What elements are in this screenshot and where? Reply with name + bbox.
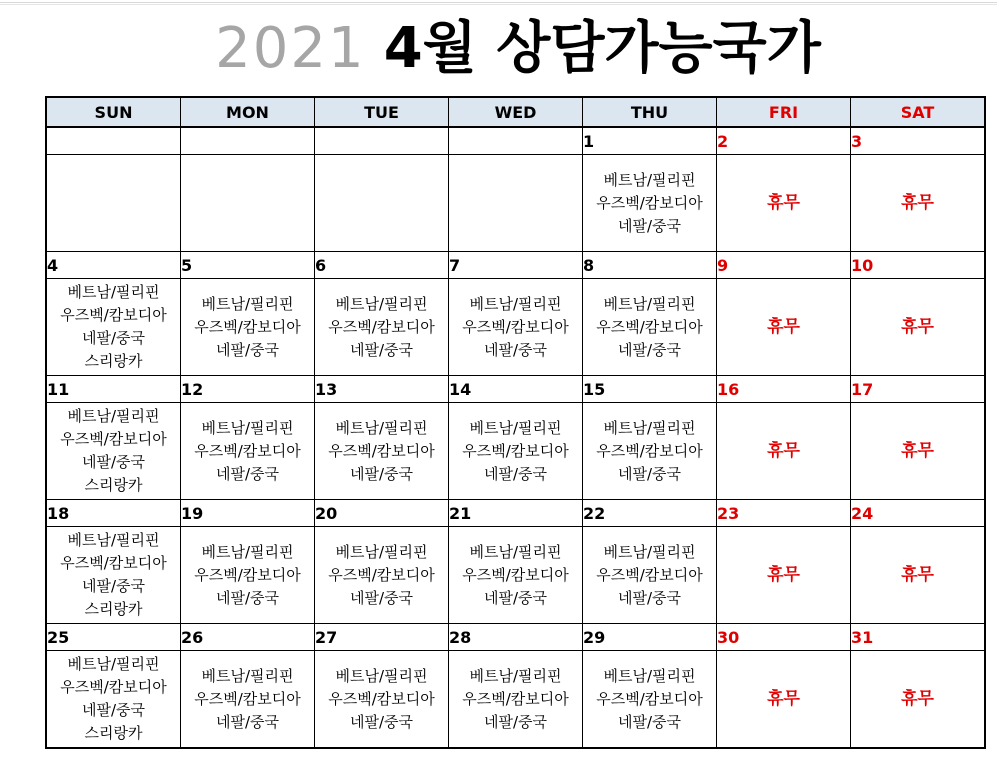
date-row [47, 127, 985, 155]
country-line: 네팔/중국 [81, 329, 145, 347]
country-line: 베트남/필리핀 [469, 666, 562, 685]
country-line: 베트남/필리핀 [603, 666, 696, 685]
country-line: 베트남/필리핀 [67, 531, 160, 549]
country-line: 우즈벡/캄보디아 [462, 565, 569, 584]
weekday-mon: MON [181, 98, 315, 128]
country-line: 우즈벡/캄보디아 [462, 689, 569, 708]
weekday-wed: WED [449, 98, 583, 128]
holiday-cell[interactable] [717, 527, 851, 624]
date-number-tue[interactable]: 6 [315, 252, 449, 279]
country-row [47, 527, 985, 624]
date-number-sun[interactable]: 11 [47, 376, 181, 403]
country-line: 베트남/필리핀 [67, 655, 160, 673]
countries-cell[interactable] [449, 527, 583, 624]
country-line: 스리랑카 [84, 352, 143, 370]
date-number-wed[interactable]: 14 [449, 376, 583, 403]
date-number-thu[interactable]: 29 [583, 624, 717, 651]
country-line: 베트남/필리핀 [469, 418, 562, 437]
country-line: 네팔/중국 [617, 216, 681, 235]
date-number-thu[interactable]: 15 [583, 376, 717, 403]
date-number-sun[interactable]: 25 [47, 624, 181, 651]
country-line: 네팔/중국 [215, 340, 279, 359]
country-row [47, 155, 985, 252]
date-number-tue[interactable] [315, 127, 449, 155]
weekday-tue: TUE [315, 98, 449, 128]
date-number-sun[interactable] [47, 127, 181, 155]
country-line: 우즈벡/캄보디아 [462, 317, 569, 336]
date-number-sun[interactable]: 4 [47, 252, 181, 279]
country-line: 우즈벡/캄보디아 [60, 430, 167, 448]
country-line: 네팔/중국 [81, 453, 145, 471]
country-line: 베트남/필리핀 [335, 666, 428, 685]
country-line: 베트남/필리핀 [67, 407, 160, 425]
holiday-label: 휴무 [767, 564, 800, 585]
date-number-sun[interactable]: 18 [47, 500, 181, 527]
country-line: 베트남/필리핀 [201, 542, 294, 561]
country-line: 우즈벡/캄보디아 [60, 678, 167, 696]
weekday-sun: SUN [47, 98, 181, 128]
countries-cell[interactable] [583, 527, 717, 624]
countries-cell[interactable] [47, 279, 181, 376]
holiday-cell[interactable] [717, 651, 851, 748]
countries-cell[interactable] [583, 651, 717, 748]
country-line: 우즈벡/캄보디아 [596, 565, 703, 584]
countries-cell[interactable] [315, 403, 449, 500]
country-line: 베트남/필리핀 [201, 418, 294, 437]
date-number-wed[interactable] [449, 127, 583, 155]
countries-cell[interactable] [449, 651, 583, 748]
country-line: 우즈벡/캄보디아 [328, 441, 435, 460]
countries-cell[interactable] [181, 403, 315, 500]
countries-cell[interactable] [47, 651, 181, 748]
countries-cell[interactable] [315, 651, 449, 748]
country-line: 우즈벡/캄보디아 [194, 441, 301, 460]
country-line: 네팔/중국 [349, 588, 413, 607]
date-row [47, 252, 985, 279]
country-line: 베트남/필리핀 [603, 418, 696, 437]
date-number-mon[interactable]: 5 [181, 252, 315, 279]
country-row [47, 651, 985, 748]
date-number-tue[interactable]: 27 [315, 624, 449, 651]
country-line: 스리랑카 [84, 724, 143, 742]
countries-cell[interactable] [181, 651, 315, 748]
date-number-wed[interactable]: 28 [449, 624, 583, 651]
country-line: 네팔/중국 [349, 712, 413, 731]
countries-cell[interactable] [449, 403, 583, 500]
date-number-thu[interactable]: 8 [583, 252, 717, 279]
holiday-label: 휴무 [901, 192, 934, 213]
date-number-mon[interactable]: 26 [181, 624, 315, 651]
country-line: 베트남/필리핀 [603, 542, 696, 561]
country-line: 베트남/필리핀 [603, 170, 696, 189]
countries-cell[interactable] [181, 279, 315, 376]
country-line: 베트남/필리핀 [469, 294, 562, 313]
holiday-label: 휴무 [767, 688, 800, 709]
country-row [47, 403, 985, 500]
page-title [0, 14, 997, 84]
country-line: 네팔/중국 [483, 712, 547, 731]
date-number-mon[interactable]: 12 [181, 376, 315, 403]
country-line: 우즈벡/캄보디아 [462, 441, 569, 460]
country-line: 우즈벡/캄보디아 [596, 689, 703, 708]
holiday-cell[interactable] [851, 527, 985, 624]
country-line: 우즈벡/캄보디아 [596, 441, 703, 460]
country-line: 우즈벡/캄보디아 [194, 689, 301, 708]
country-line: 베트남/필리핀 [603, 294, 696, 313]
country-line: 네팔/중국 [617, 464, 681, 483]
countries-cell[interactable] [583, 403, 717, 500]
countries-cell[interactable] [449, 279, 583, 376]
sheet-top-border [0, 2, 997, 3]
country-line: 우즈벡/캄보디아 [60, 554, 167, 572]
date-number-thu[interactable]: 1 [583, 127, 717, 155]
weekday-header-row [47, 98, 985, 128]
country-line: 베트남/필리핀 [335, 542, 428, 561]
country-line: 네팔/중국 [617, 712, 681, 731]
country-line: 네팔/중국 [215, 464, 279, 483]
country-line: 네팔/중국 [483, 588, 547, 607]
date-row [47, 624, 985, 651]
date-number-tue[interactable]: 20 [315, 500, 449, 527]
country-line: 베트남/필리핀 [469, 542, 562, 561]
holiday-cell[interactable] [717, 155, 851, 252]
countries-cell[interactable] [583, 155, 717, 252]
country-row [47, 279, 985, 376]
holiday-label: 휴무 [767, 192, 800, 213]
date-number-sat[interactable]: 17 [851, 376, 985, 403]
date-number-fri[interactable]: 2 [717, 127, 851, 155]
sheet-top-border-secondary [0, 4, 997, 5]
holiday-label: 휴무 [767, 316, 800, 337]
countries-cell[interactable] [181, 155, 315, 252]
date-row [47, 500, 985, 527]
country-line: 네팔/중국 [81, 577, 145, 595]
country-line: 네팔/중국 [617, 588, 681, 607]
date-number-fri[interactable]: 16 [717, 376, 851, 403]
holiday-label: 휴무 [901, 688, 934, 709]
country-line: 우즈벡/캄보디아 [596, 193, 703, 212]
country-line: 베트남/필리핀 [67, 283, 160, 301]
date-number-sat[interactable]: 31 [851, 624, 985, 651]
countries-cell[interactable] [583, 279, 717, 376]
title-year: 2021 [215, 16, 366, 81]
holiday-cell[interactable] [717, 403, 851, 500]
country-line: 우즈벡/캄보디아 [60, 306, 167, 324]
holiday-label: 휴무 [901, 316, 934, 337]
holiday-cell[interactable] [851, 651, 985, 748]
countries-cell[interactable] [315, 527, 449, 624]
countries-cell[interactable] [315, 279, 449, 376]
countries-cell[interactable] [47, 527, 181, 624]
countries-cell[interactable] [181, 527, 315, 624]
date-number-fri[interactable]: 23 [717, 500, 851, 527]
country-line: 네팔/중국 [483, 340, 547, 359]
date-number-mon[interactable]: 19 [181, 500, 315, 527]
country-line: 스리랑카 [84, 600, 143, 618]
date-number-fri[interactable]: 30 [717, 624, 851, 651]
weekday-sat: SAT [851, 98, 985, 128]
country-line: 베트남/필리핀 [335, 294, 428, 313]
holiday-label: 휴무 [901, 440, 934, 461]
countries-cell[interactable] [47, 403, 181, 500]
calendar-body [47, 127, 985, 748]
weekday-thu: THU [583, 98, 717, 128]
date-number-sat[interactable]: 24 [851, 500, 985, 527]
country-line: 베트남/필리핀 [201, 294, 294, 313]
date-number-mon[interactable] [181, 127, 315, 155]
date-row [47, 376, 985, 403]
title-month: 4월 상담가능국가 [383, 16, 821, 81]
date-number-tue[interactable]: 13 [315, 376, 449, 403]
holiday-label: 휴무 [901, 564, 934, 585]
country-line: 네팔/중국 [483, 464, 547, 483]
date-number-sat[interactable]: 3 [851, 127, 985, 155]
country-line: 스리랑카 [84, 476, 143, 494]
holiday-cell[interactable] [851, 279, 985, 376]
date-number-wed[interactable]: 7 [449, 252, 583, 279]
country-line: 베트남/필리핀 [201, 666, 294, 685]
country-line: 베트남/필리핀 [335, 418, 428, 437]
holiday-cell[interactable] [851, 155, 985, 252]
country-line: 우즈벡/캄보디아 [596, 317, 703, 336]
country-line: 네팔/중국 [349, 340, 413, 359]
date-number-wed[interactable]: 21 [449, 500, 583, 527]
holiday-label: 휴무 [767, 440, 800, 461]
country-line: 네팔/중국 [215, 712, 279, 731]
country-line: 네팔/중국 [617, 340, 681, 359]
date-number-sat[interactable]: 10 [851, 252, 985, 279]
country-line: 네팔/중국 [349, 464, 413, 483]
calendar-table [46, 97, 985, 748]
countries-cell[interactable] [315, 155, 449, 252]
country-line: 우즈벡/캄보디아 [194, 317, 301, 336]
country-line: 우즈벡/캄보디아 [328, 689, 435, 708]
date-number-thu[interactable]: 22 [583, 500, 717, 527]
country-line: 우즈벡/캄보디아 [328, 565, 435, 584]
country-line: 우즈벡/캄보디아 [194, 565, 301, 584]
date-number-fri[interactable]: 9 [717, 252, 851, 279]
holiday-cell[interactable] [717, 279, 851, 376]
country-line: 네팔/중국 [81, 701, 145, 719]
country-line: 네팔/중국 [215, 588, 279, 607]
holiday-cell[interactable] [851, 403, 985, 500]
country-line: 우즈벡/캄보디아 [328, 317, 435, 336]
countries-cell[interactable] [47, 155, 181, 252]
weekday-fri: FRI [717, 98, 851, 128]
countries-cell[interactable] [449, 155, 583, 252]
